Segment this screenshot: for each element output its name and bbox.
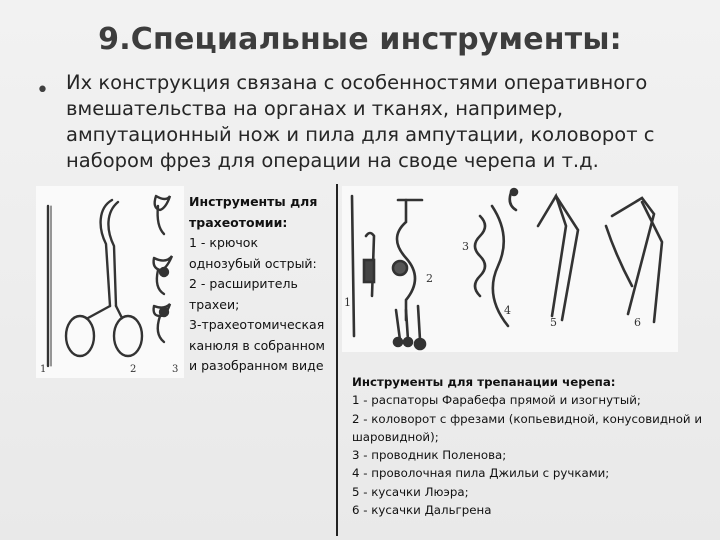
left-figure-number-3: 3 xyxy=(172,364,179,375)
right-figure-number-4: 4 xyxy=(504,304,511,317)
tracheotomy-caption-line: 2 - расширитель трахеи; xyxy=(189,276,298,312)
trepanation-caption-line: 4 - проволочная пила Джильи с ручками; xyxy=(352,466,610,481)
trepanation-caption-line: 6 - кусачки Дальгрена xyxy=(352,503,492,518)
bullet-marker: • xyxy=(36,78,49,103)
trepanation-caption-line: 2 - коловорот с фрезами (копьевидной, конусовидной и шаровидной); xyxy=(352,411,703,444)
left-figure-number-1: 1 xyxy=(40,364,47,375)
trepanation-caption-header: Инструменты для трепанации черепа: xyxy=(352,375,616,389)
tracheotomy-caption-header: Инструменты для трахеотомии: xyxy=(189,194,318,230)
right-figure-number-2: 2 xyxy=(426,272,433,285)
trepanation-caption-line: 1 - распаторы Фарабефа прямой и изогнутый; xyxy=(352,393,641,408)
tracheotomy-caption-line: 3-трахеотомическая канюля в собранном и разобранном виде xyxy=(189,317,325,373)
left-figure-number-2: 2 xyxy=(130,364,137,375)
tracheotomy-caption xyxy=(189,192,331,377)
trepanation-caption-line: 3 - проводник Поленова; xyxy=(352,448,507,463)
bullet-text: Их конструкция связана с особенностями оперативного вмешательства на органах и тканях, например, ампутационный нож и пила для ампутации, коловорот с набором фрез для операции на своде черепа и т.д. xyxy=(66,71,655,172)
slide-title: 9.Специальные инструменты: xyxy=(98,22,622,57)
right-figure-number-1: 1 xyxy=(344,296,351,309)
right-figure-number-3: 3 xyxy=(462,240,469,253)
tracheotomy-caption-line: 1 - крючок однозубый острый: xyxy=(189,235,317,271)
right-figure-number-5: 5 xyxy=(550,316,557,329)
right-figure-number-6: 6 xyxy=(634,316,641,329)
trepanation-caption-line: 5 - кусачки Люэра; xyxy=(352,484,469,499)
divider-line xyxy=(336,184,338,536)
trepanation-caption xyxy=(352,373,712,519)
trepanation-illustration xyxy=(342,186,678,352)
tracheotomy-illustration xyxy=(36,186,184,378)
